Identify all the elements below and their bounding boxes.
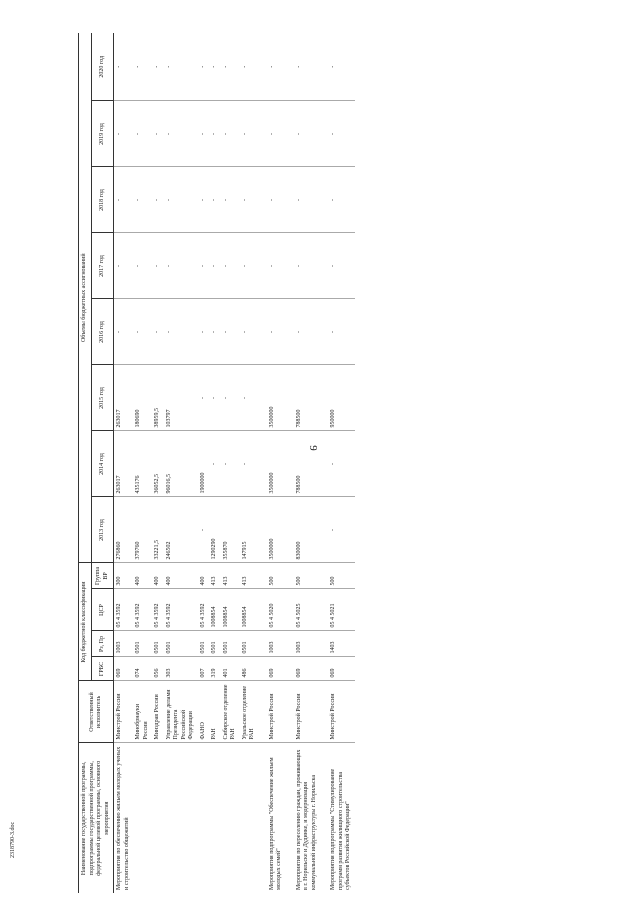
program-name-cell: Мероприятия подпрограммы "Обеспечение жильем молодых семей" [268,757,282,890]
rzpr-cell: 0501 [209,631,221,657]
csr-cell: 1008854 [209,589,221,631]
amount-cell: 180690 [133,365,152,431]
csr-cell: 05 4 3592 [114,589,134,631]
amount-cell: - [240,101,259,167]
amount-cell: - [133,33,152,101]
rzpr-cell: 1003 [114,631,134,657]
grbs-cell: 319 [209,657,221,681]
amount-cell: - [114,101,134,167]
amount-cell: - [221,101,240,167]
amount-cell: - [320,431,355,497]
rzpr-cell: 0501 [221,631,240,657]
amount-cell: - [320,497,355,563]
table-row [240,33,259,893]
amount-cell: 3500000 [259,431,286,497]
program-name-cell [198,743,210,893]
amount-cell: - [164,167,198,233]
rzpr-cell: 0501 [164,631,198,657]
table-row [286,33,321,893]
header-budget-volumes-group: Объемы бюджетных ассигнований [79,33,92,563]
amount-cell: 379760 [133,497,152,563]
table-row [164,33,198,893]
document-code: 2318790-3.doc [10,821,16,858]
vr-cell: 500 [286,563,321,589]
program-name-cell: Мероприятия подпрограммы "Стимулирование программ развития жилищного строительства субъектов Российской Федерации" [330,768,351,890]
executor-cell: ФАНО [198,681,210,743]
csr-cell: 05 4 3592 [152,589,164,631]
amount-cell: - [164,33,198,101]
header-grbs: ГРБС [92,657,114,681]
table-row [133,33,152,893]
amount-cell: - [209,167,221,233]
rzpr-cell: 0501 [133,631,152,657]
vr-cell: 400 [152,563,164,589]
grbs-cell: 007 [198,657,210,681]
amount-cell: - [198,497,210,563]
header-year: 2020 год [92,33,114,101]
table-row [259,33,286,893]
vr-cell: 500 [259,563,286,589]
executor-cell: Уральское отделение РАН [240,681,259,743]
amount-cell: 147915 [240,497,259,563]
amount-cell: - [164,101,198,167]
csr-cell: 05 4 5020 [259,589,286,631]
amount-cell: - [164,299,198,365]
program-name-cell: Мероприятия по обеспечению жильем молодых ученых и строительство общежитий [116,746,130,890]
grbs-cell: 401 [221,657,240,681]
header-vr: Группа ВР [92,563,114,589]
executor-cell: Минздрав России [152,681,164,743]
executor-cell: Минстрой России [114,681,134,743]
executor-cell: Сибирское отделение РАН [221,681,240,743]
amount-cell: - [198,101,210,167]
table-body [114,33,355,893]
header-program-name: Наименование государственной программы, подпрограммы государственной программы, федеральной целевой программы, основного мероприятия [79,743,114,893]
amount-cell: - [133,233,152,299]
rzpr-cell: 1003 [286,631,321,657]
amount-cell: - [286,299,321,365]
amount-cell: - [286,33,321,101]
amount-cell: - [259,167,286,233]
header-budget-code-group: Код бюджетной классификации [79,563,92,681]
amount-cell: - [259,33,286,101]
amount-cell: - [198,167,210,233]
amount-cell: - [114,233,134,299]
program-name-cell [209,743,221,893]
page-number: 9 [306,445,319,451]
csr-cell: 1008854 [221,589,240,631]
header-year: 2013 год [92,497,114,563]
table-row [221,33,240,893]
program-name-cell [221,743,240,893]
csr-cell: 05 4 5021 [320,589,355,631]
header-executor: Ответственный исполнитель [79,681,114,743]
amount-cell: - [152,33,164,101]
grbs-cell: 074 [133,657,152,681]
amount-cell: - [198,33,210,101]
amount-cell: - [133,167,152,233]
table-row [114,33,134,893]
rzpr-cell: 0501 [152,631,164,657]
amount-cell: 1290290 [209,497,221,563]
amount-cell: - [152,167,164,233]
grbs-cell: 486 [240,657,259,681]
program-name-cell [152,743,164,893]
table-row [152,33,164,893]
grbs-cell: 069 [259,657,286,681]
amount-cell: - [198,299,210,365]
amount-cell: 96016,5 [164,431,198,497]
grbs-cell: 303 [164,657,198,681]
amount-cell: - [221,233,240,299]
grbs-cell: 069 [320,657,355,681]
amount-cell: - [114,299,134,365]
csr-cell: 05 4 3592 [164,589,198,631]
program-name-cell [240,743,259,893]
csr-cell: 1008854 [240,589,259,631]
amount-cell: 1900000 [198,431,210,497]
header-year: 2017 год [92,233,114,299]
amount-cell: - [320,299,355,365]
amount-cell: - [240,431,259,497]
amount-cell: 263017 [114,431,134,497]
executor-cell: Минстрой России [259,681,286,743]
grbs-cell: 069 [286,657,321,681]
amount-cell: - [240,299,259,365]
amount-cell: 435176 [133,431,152,497]
rzpr-cell: 1003 [259,631,286,657]
rzpr-cell: 0501 [198,631,210,657]
amount-cell: - [133,101,152,167]
program-name-cell: Мероприятия по переселению граждан, проживающих в г. Норильске и Дудинке, и модернизация коммунальной инфраструктуры г. Норильска [295,749,317,890]
program-name-cell [133,743,152,893]
amount-cell: - [114,33,134,101]
amount-cell: 263017 [114,365,134,431]
amount-cell: - [240,33,259,101]
grbs-cell: 056 [152,657,164,681]
amount-cell: - [221,33,240,101]
vr-cell: 413 [221,563,240,589]
amount-cell: - [320,167,355,233]
header-year: 2018 год [92,167,114,233]
executor-cell: Минстрой России [320,681,355,743]
amount-cell: - [240,233,259,299]
table-row [320,33,355,893]
amount-cell: - [133,299,152,365]
amount-cell: - [209,365,221,431]
amount-cell: - [320,101,355,167]
amount-cell: - [198,365,210,431]
amount-cell: - [259,299,286,365]
amount-cell: - [209,299,221,365]
budget-allocation-table [78,33,355,893]
amount-cell: 103797 [164,365,198,431]
executor-cell: Управление делами Президента Российской Федерации [164,681,198,743]
vr-cell: 300 [114,563,134,589]
amount-cell: - [221,167,240,233]
vr-cell: 400 [133,563,152,589]
header-year: 2015 год [92,365,114,431]
executor-cell: РАН [209,681,221,743]
amount-cell: 788500 [286,365,321,431]
table-row [209,33,221,893]
program-name-cell [164,743,198,893]
vr-cell: 413 [209,563,221,589]
amount-cell: - [152,233,164,299]
amount-cell: - [320,233,355,299]
executor-cell: Минобрнауки России [133,681,152,743]
amount-cell: - [152,299,164,365]
executor-cell: Минстрой России [286,681,321,743]
amount-cell: - [198,233,210,299]
budget-table-rotated [78,33,618,893]
amount-cell: 355870 [221,497,240,563]
amount-cell: 788500 [286,431,321,497]
amount-cell: - [240,365,259,431]
amount-cell: - [240,167,259,233]
amount-cell: 33221,5 [152,497,164,563]
grbs-cell: 069 [114,657,134,681]
amount-cell: - [209,101,221,167]
amount-cell: - [209,431,221,497]
amount-cell: - [209,33,221,101]
amount-cell: 3500000 [259,497,286,563]
amount-cell: - [259,101,286,167]
rzpr-cell: 1403 [320,631,355,657]
amount-cell: - [164,233,198,299]
amount-cell: 3500000 [259,365,286,431]
amount-cell: - [286,167,321,233]
amount-cell: - [221,365,240,431]
header-year: 2014 год [92,431,114,497]
header-rzpr: Рз, Пр [92,631,114,657]
amount-cell: 246502 [164,497,198,563]
amount-cell: - [221,299,240,365]
amount-cell: - [114,167,134,233]
amount-cell: 276860 [114,497,134,563]
csr-cell: 05 4 3592 [198,589,210,631]
amount-cell: - [320,33,355,101]
amount-cell: 36052,5 [152,431,164,497]
amount-cell: - [209,233,221,299]
header-csr: ЦСР [92,589,114,631]
amount-cell: 830000 [286,497,321,563]
amount-cell: - [286,233,321,299]
csr-cell: 05 4 5025 [286,589,321,631]
rzpr-cell: 0501 [240,631,259,657]
amount-cell: - [259,233,286,299]
vr-cell: 413 [240,563,259,589]
vr-cell: 400 [164,563,198,589]
amount-cell: - [286,101,321,167]
table-row [198,33,210,893]
amount-cell: 38959,5 [152,365,164,431]
amount-cell: - [152,101,164,167]
header-year: 2016 год [92,299,114,365]
vr-cell: 400 [198,563,210,589]
header-year: 2019 год [92,101,114,167]
csr-cell: 05 4 3592 [133,589,152,631]
vr-cell: 500 [320,563,355,589]
amount-cell: 950000 [320,365,355,431]
amount-cell: - [221,431,240,497]
